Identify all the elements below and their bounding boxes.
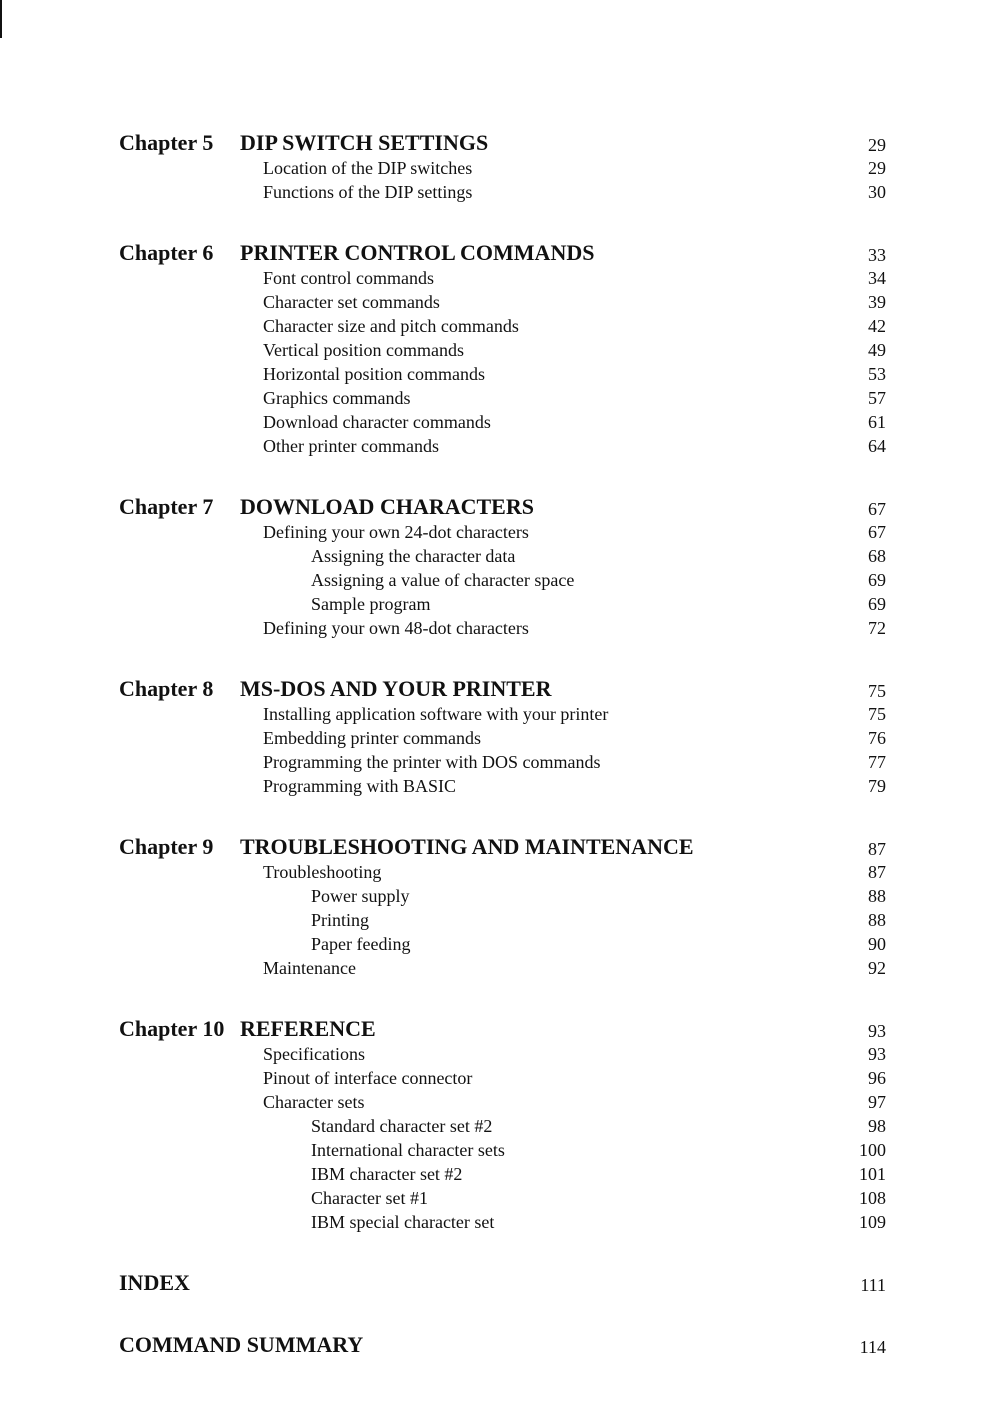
chapter-entries <box>0 265 998 457</box>
toc-entry-label: Power supply <box>311 886 410 906</box>
toc-entry-page: 97 <box>868 1092 886 1112</box>
toc-entry[interactable] <box>0 519 998 543</box>
toc-entry[interactable] <box>0 1041 998 1065</box>
index-title: INDEX <box>119 1270 190 1295</box>
toc-entry[interactable] <box>0 155 998 179</box>
toc-entry[interactable] <box>0 749 998 773</box>
chapter-title[interactable]: MS-DOS AND YOUR PRINTER <box>240 676 552 701</box>
toc-entry[interactable] <box>0 409 998 433</box>
toc-entry-page: 29 <box>868 158 886 178</box>
toc-entry-page: 75 <box>868 704 886 724</box>
toc-entry-label: Defining your own 48-dot characters <box>263 618 529 638</box>
command-summary-title: COMMAND SUMMARY <box>119 1332 364 1357</box>
chapter-page-number: 87 <box>868 839 886 859</box>
toc-entry[interactable] <box>0 1209 998 1233</box>
chapter-page-number: 29 <box>868 135 886 155</box>
toc-entry-label: Embedding printer commands <box>263 728 481 748</box>
chapter-label: Chapter 6 <box>119 240 214 265</box>
toc-entry-label: Maintenance <box>263 958 356 978</box>
chapter-title[interactable]: PRINTER CONTROL COMMANDS <box>240 240 595 265</box>
toc-entry-page: 42 <box>868 316 886 336</box>
toc-entry-label: Pinout of interface connector <box>263 1068 473 1088</box>
chapter-page-number: 75 <box>868 681 886 701</box>
toc-entry-page: 49 <box>868 340 886 360</box>
toc-entry-label: Defining your own 24-dot characters <box>263 522 529 542</box>
toc-entry[interactable] <box>0 265 998 289</box>
toc-entry-label: Functions of the DIP settings <box>263 182 473 202</box>
toc-entry-label: Paper feeding <box>311 934 411 954</box>
toc-entry-label: Character set #1 <box>311 1188 428 1208</box>
toc-entry-page: 39 <box>868 292 886 312</box>
toc-entry[interactable] <box>0 1065 998 1089</box>
chapter-entries <box>0 519 998 639</box>
toc-entry-page: 108 <box>859 1188 886 1208</box>
toc-entry[interactable] <box>0 337 998 361</box>
chapter-entries <box>0 701 998 797</box>
toc-entry[interactable] <box>0 385 998 409</box>
toc-entry-page: 79 <box>868 776 886 796</box>
toc-entry[interactable] <box>0 361 998 385</box>
toc-entry-label: Vertical position commands <box>263 340 464 360</box>
chapter-label: Chapter 9 <box>119 834 214 859</box>
toc-entry[interactable] <box>0 289 998 313</box>
chapter-title[interactable]: TROUBLESHOOTING AND MAINTENANCE <box>240 834 694 859</box>
toc-entry-page: 69 <box>868 570 886 590</box>
toc-entry-label: IBM character set #2 <box>311 1164 463 1184</box>
toc-entry[interactable] <box>0 615 998 639</box>
toc-entry[interactable] <box>0 1137 998 1161</box>
chapter-page-number: 67 <box>868 499 886 519</box>
toc-entry-label: Programming the printer with DOS commands <box>263 752 601 772</box>
toc-entry-page: 88 <box>868 886 886 906</box>
toc-entry-page: 61 <box>868 412 886 432</box>
toc-entry[interactable] <box>0 907 998 931</box>
chapter-label: Chapter 10 <box>119 1016 225 1041</box>
toc-entry-page: 57 <box>868 388 886 408</box>
toc-entry-label: Font control commands <box>263 268 434 288</box>
toc-entry[interactable] <box>0 773 998 797</box>
toc-entry-label: Specifications <box>263 1044 365 1064</box>
toc-entry[interactable] <box>0 591 998 615</box>
toc-entry[interactable] <box>0 433 998 457</box>
chapter-label: Chapter 5 <box>119 130 214 155</box>
toc-entry[interactable] <box>0 567 998 591</box>
chapter-title[interactable]: DIP SWITCH SETTINGS <box>240 130 489 155</box>
toc-entry-label: Other printer commands <box>263 436 439 456</box>
toc-entry-label: Printing <box>311 910 370 930</box>
chapter-entries <box>0 1041 998 1233</box>
toc-entry-label: Sample program <box>311 594 431 614</box>
toc-entry-label: Character sets <box>263 1092 365 1112</box>
toc-entry-label: Troubleshooting <box>263 862 382 882</box>
toc-entry-page: 72 <box>868 618 886 638</box>
toc-entry-page: 53 <box>868 364 886 384</box>
toc-entry-page: 92 <box>868 958 886 978</box>
toc-entry-page: 98 <box>868 1116 886 1136</box>
toc-entry[interactable] <box>0 701 998 725</box>
toc-entry[interactable] <box>0 1089 998 1113</box>
toc-entry-label: IBM special character set <box>311 1212 495 1232</box>
toc-entry-label: Programming with BASIC <box>263 776 457 796</box>
toc-entry-page: 69 <box>868 594 886 614</box>
index-page-number: 111 <box>860 1275 886 1295</box>
scan-edge-mark <box>0 0 2 38</box>
chapter-label: Chapter 7 <box>119 494 214 519</box>
toc-entry[interactable] <box>0 1161 998 1185</box>
toc-entry-page: 64 <box>868 436 886 456</box>
toc-entry-label: Character set commands <box>263 292 440 312</box>
toc-entry-label: Assigning a value of character space <box>311 570 575 590</box>
toc-entry[interactable] <box>0 859 998 883</box>
toc-entry-page: 68 <box>868 546 886 566</box>
chapter-entries <box>0 155 998 203</box>
chapter-title[interactable]: DOWNLOAD CHARACTERS <box>240 494 534 519</box>
toc-entry-page: 67 <box>868 522 886 542</box>
toc-entry-page: 30 <box>868 182 886 202</box>
toc-entry-page: 109 <box>859 1212 886 1232</box>
toc-entry-page: 88 <box>868 910 886 930</box>
chapter-page-number: 93 <box>868 1021 886 1041</box>
toc-entry-page: 77 <box>868 752 886 772</box>
toc-entry[interactable] <box>0 543 998 567</box>
toc-entry-page: 93 <box>868 1044 886 1064</box>
chapter-title[interactable]: REFERENCE <box>240 1016 376 1041</box>
toc-entry[interactable] <box>0 1185 998 1209</box>
toc-entry-label: International character sets <box>311 1140 505 1160</box>
toc-entry-page: 87 <box>868 862 886 882</box>
toc-entry-label: Standard character set #2 <box>311 1116 493 1136</box>
toc-entry[interactable] <box>0 313 998 337</box>
chapter-entries <box>0 859 998 979</box>
chapter-label: Chapter 8 <box>119 676 214 701</box>
toc-entry-page: 34 <box>868 268 886 288</box>
toc-entry-label: Installing application software with your printer <box>263 704 609 724</box>
toc-entry[interactable] <box>0 179 998 203</box>
toc-entry-page: 100 <box>859 1140 886 1160</box>
toc-entry-label: Graphics commands <box>263 388 411 408</box>
command-summary-page-number: 114 <box>859 1337 886 1357</box>
toc-entry-page: 96 <box>868 1068 886 1088</box>
toc-entry-label: Assigning the character data <box>311 546 516 566</box>
toc-entry[interactable] <box>0 725 998 749</box>
toc-entry-label: Location of the DIP switches <box>263 158 473 178</box>
toc-entry[interactable] <box>0 1113 998 1137</box>
toc-entry-label: Horizontal position commands <box>263 364 485 384</box>
toc-entry-label: Download character commands <box>263 412 491 432</box>
toc-entry[interactable] <box>0 955 998 979</box>
toc-entry[interactable] <box>0 883 998 907</box>
toc-entry-page: 90 <box>868 934 886 954</box>
chapter-page-number: 33 <box>868 245 886 265</box>
toc-entry-page: 101 <box>859 1164 886 1184</box>
toc-entry-label: Character size and pitch commands <box>263 316 519 336</box>
toc-entry-page: 76 <box>868 728 886 748</box>
toc-entry[interactable] <box>0 931 998 955</box>
